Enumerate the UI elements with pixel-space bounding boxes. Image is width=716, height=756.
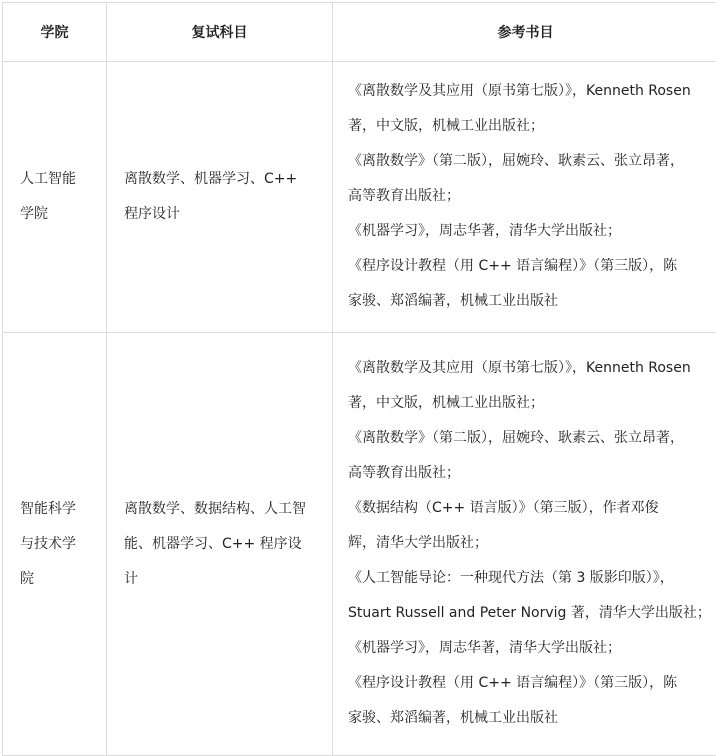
table-header-row [3,3,716,62]
subjects-line: 离散数学、机器学习、C++ [124,162,332,197]
college-line: 院 [20,562,106,597]
book-line: 《离散数学》（第二版），屈婉玲、耿素云、张立昂著， [348,421,716,456]
books-cell [333,62,716,333]
books-cell [333,333,716,756]
book-line: 著，中文版，机械工业出版社； [348,109,716,144]
header-books: 参考书目 [333,3,716,62]
reference-books-table [2,2,716,756]
subjects-line: 能、机器学习、C++ 程序设 [124,527,332,562]
subjects-line: 程序设计 [124,197,332,232]
header-college: 学院 [3,3,107,62]
book-line: Stuart Russell and Peter Norvig 著，清华大学出版社； [348,596,716,631]
book-line: 家骏、郑滔编著，机械工业出版社 [348,284,716,319]
book-line: 《机器学习》，周志华著，清华大学出版社； [348,631,716,666]
book-line: 《人工智能导论：一种现代方法（第 3 版影印版）》， [348,561,716,596]
book-line: 高等教育出版社； [348,456,716,491]
subjects-line: 离散数学、数据结构、人工智 [124,492,332,527]
book-line: 《离散数学及其应用（原书第七版）》，Kenneth Rosen [348,351,716,386]
book-line: 《数据结构（C++ 语言版）》（第三版），作者邓俊 [348,491,716,526]
college-line: 与技术学 [20,527,106,562]
college-line: 学院 [20,197,106,232]
college-line: 人工智能 [20,162,106,197]
book-line: 辉，清华大学出版社； [348,526,716,561]
header-subjects: 复试科目 [107,3,333,62]
college-cell [3,62,107,333]
college-line: 智能科学 [20,492,106,527]
book-line: 高等教育出版社； [348,179,716,214]
book-line: 著，中文版，机械工业出版社； [348,386,716,421]
table-row [3,333,716,756]
book-line: 《离散数学及其应用（原书第七版）》，Kenneth Rosen [348,74,716,109]
book-line: 家骏、郑滔编著，机械工业出版社 [348,701,716,736]
subjects-cell [107,62,333,333]
table-row [3,62,716,333]
subjects-cell [107,333,333,756]
book-line: 《机器学习》，周志华著，清华大学出版社； [348,214,716,249]
book-line: 《程序设计教程（用 C++ 语言编程）》（第三版），陈 [348,666,716,701]
subjects-line: 计 [124,562,332,597]
college-cell [3,333,107,756]
book-line: 《离散数学》（第二版），屈婉玲、耿素云、张立昂著， [348,144,716,179]
book-line: 《程序设计教程（用 C++ 语言编程）》（第三版），陈 [348,249,716,284]
